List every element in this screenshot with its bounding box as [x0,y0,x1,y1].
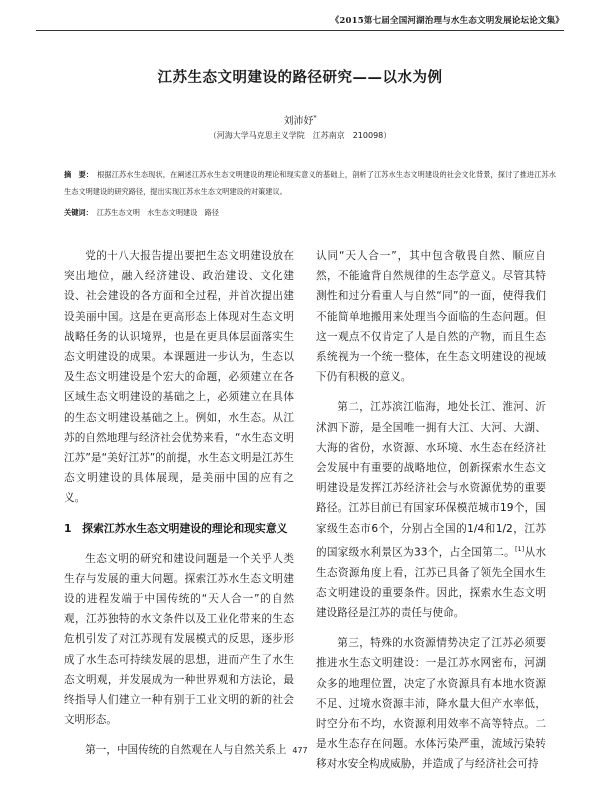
paragraph-second [316,397,546,623]
abstract-text: 根据江苏水生态现状，在阐述江苏水生态文明建设的理论和现实意义的基础上，剖析了江苏水生态文明建设的社会文化背景，探讨了推进江苏水生态文明建设的研究路径，提出实现江苏水生态文明建设的对策建议。 [64,170,556,196]
section-1-heading: 1 探索江苏水生态文明建设的理论和现实意义 [64,521,288,535]
keywords-text: 江苏生态文明 水生态文明建设 路径 [96,208,219,217]
right-column [316,246,546,785]
intro-paragraph: 党的十八大报告提出要把生态文明建设放在突出地位，融入经济建设、政治建设、文化建设、社会建设的各方面和全过程，并首次提出建设美丽中国。这是在更高形态上体现对生态文明战略任务的认识境界，也是在更具体层面落实生态文明建设的成果。本课题进一步认为，生态以及生态文明建设是个宏大的命题，必须建立在各区域生态文明建设的基础之上，必须建立在具体的生态文明建设基础之上。例如，水生态。从江苏的自然地理与经济社会优势来看，“水生态文明江苏”是“美好江苏”的前提，水生态文明是江苏生态文明建设的具体展现，是美丽中国的应有之义。 [64,250,294,505]
author-line [36,112,564,127]
page-number: 477 [292,746,308,755]
section-1-paragraph-1: 生态文明的研究和建设问题是一个关乎人类生存与发展的重大问题。探索江苏水生态文明建设的进程发端于中国传统的“天人合一”的自然观，江苏独特的水文条件以及工业化带来的生态危机引发了对江苏现有发展模式的反思，逐步形成了水生态可持续发展的思想，进而产生了水生态文明观，并发展成为一种世界观和方法论，最终指导人们建立一种有别于工业文明的新的社会文明形态。 [64,552,294,727]
running-header: 《2015第七届全国河湖治理与水生态文明发展论坛论文集》 [330,16,564,26]
author-affiliation: （河海大学马克思主义学院 江苏南京 210098） [208,131,392,140]
left-column [64,246,294,771]
paragraph-third: 第三，特殊的水资源情势决定了江苏必须要推进水生态文明建设：一是江苏水网密布，河湖众多的地理位置，决定了水资源具有本地水资源不足、过境水资源丰沛，降水量大但产水率低，时空分布不均，水资源利用效率不高等特点。二是水生态存在问题。水体污染严重，流域污染转移对水安全构成威胁，并造成了与经济社会可持 [316,637,546,771]
abstract-label: 摘 要： [64,170,94,179]
header-divider [36,30,564,31]
abstract [64,166,556,200]
section-1-paragraph-2-start: 第一，中国传统的自然观在人与自然关系上 [85,744,287,757]
author-footnote-mark: * [313,114,317,122]
keywords-label: 关键词： [64,208,93,217]
keywords [64,208,556,218]
article-title: 江苏生态文明建设的路径研究——以水为例 [157,70,443,86]
paragraph-second-text: 第二，江苏滨江临海，地处长江、淮河、沂沭泗下游，是全国唯一拥有大江、大河、大湖、大海的省份，水资源、水环境、水生态在经济社会发展中有重要的战略地位，创新探索水生态文明建设是发挥江苏经济社会与水资源优势的重要路径。江苏目前已有国家环保模范城市19个，国家级生态市6个，分别占全国的1/4和1/2，江苏的国家级水利景区为33个，占全国第二。 [316,401,546,559]
author-name: 刘沛妤 [283,116,314,127]
continued-paragraph: 认同“天人合一”，其中包含敬畏自然、顺应自然，不能逾背自然规律的生态学意义。尽管其特测性和过分看重人与自然“同”的一面，使得我们不能简单地搬用来处理当今面临的生态问题。但这一观点不仅肯定了人是自然的产物，而且生态系统视为一个统一整体，在生态文明建设的视域下仍有积极的意义。 [316,250,546,384]
paragraph-second-tail: 从水生态资源角度上看，江苏已具备了领先全国水生态文明建设的重要条件。因此，探索水生态文明建设路径是江苏的责任与使命。 [316,546,547,619]
citation-ref: [1] [515,544,525,553]
